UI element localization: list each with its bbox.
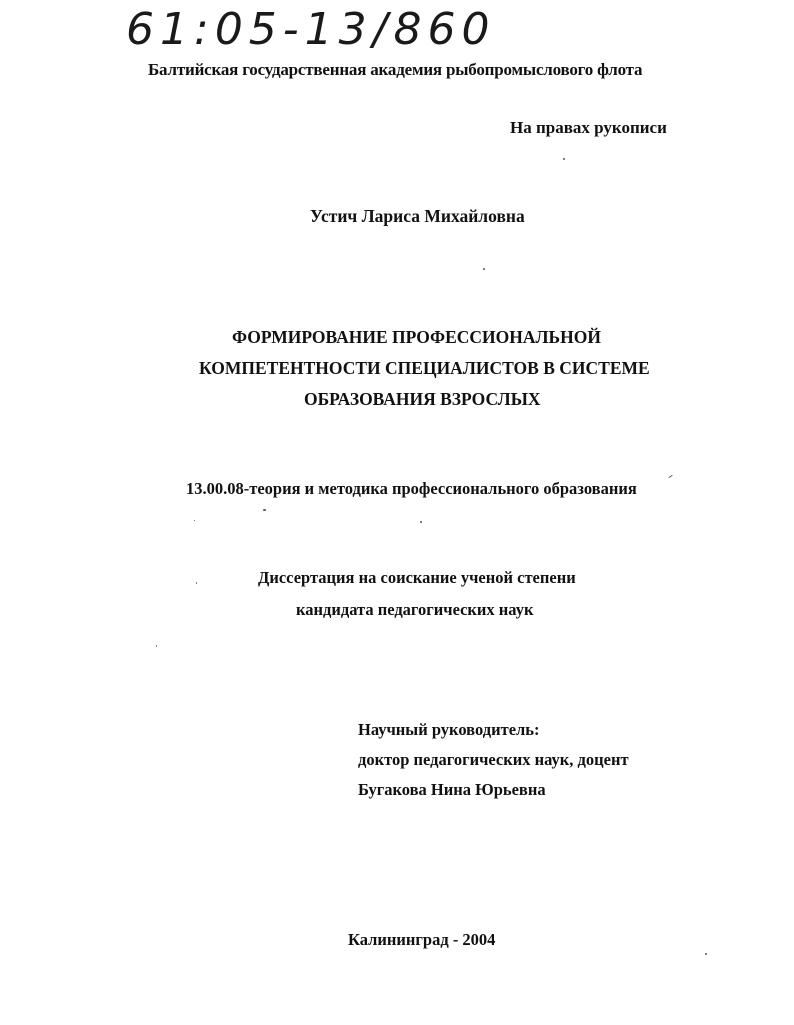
scan-speck (483, 268, 485, 270)
scan-speck (194, 520, 195, 521)
title-line-2: КОМПЕТЕНТНОСТИ СПЕЦИАЛИСТОВ В СИСТЕМЕ (199, 358, 650, 378)
author-name: Устич Лариса Михайловна (310, 206, 525, 226)
scan-speck (705, 953, 707, 955)
title-line-1: ФОРМИРОВАНИЕ ПРОФЕССИОНАЛЬНОЙ (232, 327, 601, 347)
scan-speck (668, 475, 673, 479)
scan-speck (196, 582, 197, 584)
supervisor-name: Бугакова Нина Юрьевна (358, 780, 546, 799)
scan-speck (263, 509, 266, 511)
specialty-code: 13.00.08-теория и методика профессионального образования (186, 479, 637, 498)
dissertation-line-1: Диссертация на соискание ученой степени (258, 568, 576, 587)
scan-speck (156, 645, 157, 647)
dissertation-line-2: кандидата педагогических наук (296, 600, 534, 619)
rights-note: На правах рукописи (510, 118, 667, 137)
title-line-3: ОБРАЗОВАНИЯ ВЗРОСЛЫХ (304, 389, 541, 409)
handwritten-archive-code (120, 0, 540, 56)
institution-name: Балтийская государственная академия рыбопромыслового флота (148, 60, 643, 79)
handwritten-code-text: 61:05-13/860 (126, 4, 496, 55)
supervisor-degree: доктор педагогических наук, доцент (358, 750, 629, 769)
supervisor-label: Научный руководитель: (358, 720, 540, 739)
city-year: Калининград - 2004 (348, 930, 496, 949)
scan-speck (563, 158, 565, 160)
scan-speck (420, 521, 422, 523)
